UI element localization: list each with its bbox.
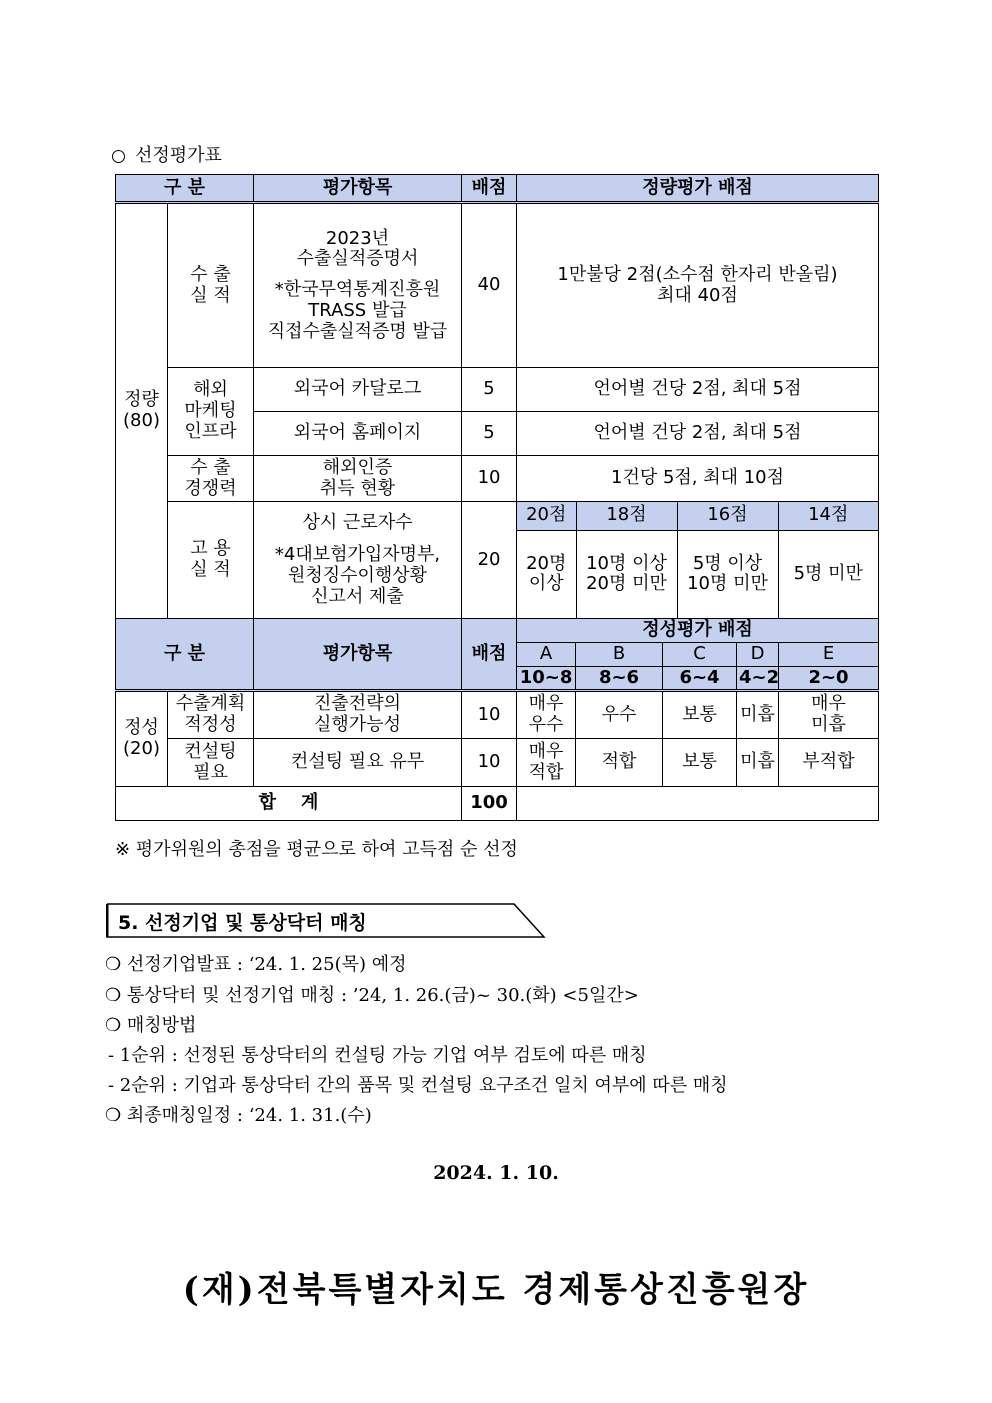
homepage-item: 외국어 홈페이지 xyxy=(254,412,462,456)
emp-range-1: 20명 이상 xyxy=(517,530,576,618)
emp-range-2: 10명 이상 20명 미만 xyxy=(576,530,677,618)
row-catalog xyxy=(116,368,879,412)
qual-header-gubun: 구 분 xyxy=(116,619,254,691)
line-final-schedule: ❍ 최종매칭일정 : ‘24. 1. 31.(수) xyxy=(105,1105,372,1126)
consulting-grade-e: 부적합 xyxy=(779,739,879,787)
total-empty xyxy=(517,787,879,821)
emp-point-14: 14점 xyxy=(778,502,878,530)
line-matching-method: ❍ 매칭방법 xyxy=(105,1015,197,1036)
qual-header-item: 평가항목 xyxy=(254,619,462,691)
grade-b-range: 8~6 xyxy=(576,667,663,691)
grade-d-range: 4~2 xyxy=(737,667,779,691)
export-plan-grade-a: 매우 우수 xyxy=(517,691,576,739)
grade-b: B xyxy=(576,643,663,667)
total-label: 합 계 xyxy=(116,787,462,821)
marketing-label: 해외 마케팅 인프라 xyxy=(168,368,254,456)
row-competitiveness xyxy=(116,456,879,502)
qual-label: 정성 (20) xyxy=(116,691,168,787)
emp-point-20: 20점 xyxy=(517,502,576,530)
grade-e: E xyxy=(779,643,879,667)
consulting-item: 컨설팅 필요 유무 xyxy=(254,739,462,787)
homepage-score: 5 xyxy=(462,412,517,456)
header-score: 배점 xyxy=(462,175,517,203)
homepage-rule: 언어별 건당 2점, 최대 5점 xyxy=(517,412,879,456)
export-plan-grade-e: 매우 미흡 xyxy=(779,691,879,739)
consulting-score: 10 xyxy=(462,739,517,787)
export-perf-label: 수 출 실 적 xyxy=(168,203,254,368)
row-total xyxy=(116,787,879,821)
emp-point-18: 18점 xyxy=(576,502,677,530)
selection-note: ※ 평가위원의 총점을 평균으로 하여 고득점 순 선정 xyxy=(115,839,518,860)
emp-point-16: 16점 xyxy=(677,502,778,530)
row-export-performance xyxy=(116,203,879,368)
employment-score: 20 xyxy=(462,502,517,619)
document-date: 2024. 1. 10. xyxy=(433,1162,559,1184)
export-plan-item: 진출전략의 실행가능성 xyxy=(254,691,462,739)
employment-grid xyxy=(517,502,878,618)
grade-a: A xyxy=(517,643,576,667)
header-quant-scoring: 정량평가 배점 xyxy=(517,175,879,203)
competitiveness-label: 수 출 경쟁력 xyxy=(168,456,254,502)
export-perf-item: 2023년 수출실적증명서 *한국무역통계진흥원 TRASS 발급 직접수출실적증명 발급 xyxy=(254,203,462,368)
row-consulting xyxy=(116,739,879,787)
issuer-signature: (재)전북특별자치도 경제통상진흥원장 xyxy=(182,1270,810,1310)
export-perf-rule: 1만불당 2점(소수점 한자리 반올림) 최대 40점 xyxy=(517,203,879,368)
grade-c-range: 6~4 xyxy=(663,667,737,691)
catalog-item: 외국어 카달로그 xyxy=(254,368,462,412)
qual-header-score: 배점 xyxy=(462,619,517,691)
consulting-grade-d: 미흡 xyxy=(737,739,779,787)
grade-e-range: 2~0 xyxy=(779,667,879,691)
export-plan-score: 10 xyxy=(462,691,517,739)
competitiveness-item: 해외인증 취득 현황 xyxy=(254,456,462,502)
consulting-grade-c: 보통 xyxy=(663,739,737,787)
evaluation-table xyxy=(115,174,879,821)
emp-range-4: 5명 미만 xyxy=(778,530,878,618)
qual-header-title: 정성평가 배점 xyxy=(517,619,879,643)
row-employment xyxy=(116,502,879,619)
export-plan-grade-c: 보통 xyxy=(663,691,737,739)
catalog-score: 5 xyxy=(462,368,517,412)
circle-bullet-icon xyxy=(112,150,125,163)
total-score: 100 xyxy=(462,787,517,821)
export-plan-grade-b: 우수 xyxy=(576,691,663,739)
consulting-label: 컨설팅 필요 xyxy=(168,739,254,787)
export-plan-label: 수출계획 적정성 xyxy=(168,691,254,739)
export-perf-score: 40 xyxy=(462,203,517,368)
quant-label: 정량 (80) xyxy=(116,203,168,619)
header-gubun: 구 분 xyxy=(116,175,254,203)
employment-item: 상시 근로자수 *4대보험가입자명부, 원청징수이행상황 신고서 제출 xyxy=(254,502,462,619)
quant-header-row xyxy=(116,175,879,203)
row-export-plan xyxy=(116,691,879,739)
section-5-title: 5. 선정기업 및 통상닥터 매칭 xyxy=(118,912,367,934)
line-matching-period: ❍ 통상닥터 및 선정기업 매칭 : ’24, 1. 26.(금)~ 30.(화) <5일간> xyxy=(105,985,639,1006)
employment-label: 고 용 실 적 xyxy=(168,502,254,619)
emp-range-3: 5명 이상 10명 미만 xyxy=(677,530,778,618)
consulting-grade-a: 매우 적합 xyxy=(517,739,576,787)
grade-d: D xyxy=(737,643,779,667)
line-announcement: ❍ 선정기업발표 : ‘24. 1. 25(목) 예정 xyxy=(105,954,407,975)
section-5-title-box xyxy=(106,903,544,937)
competitiveness-score: 10 xyxy=(462,456,517,502)
consulting-grade-b: 적합 xyxy=(576,739,663,787)
catalog-rule: 언어별 건당 2점, 최대 5점 xyxy=(517,368,879,412)
line-priority-1: - 1순위 : 선정된 통상닥터의 컨설팅 가능 기업 여부 검토에 따른 매칭 xyxy=(108,1045,647,1066)
employment-grid-cell xyxy=(517,502,879,619)
export-plan-grade-d: 미흡 xyxy=(737,691,779,739)
header-item: 평가항목 xyxy=(254,175,462,203)
section-heading: 선정평가표 xyxy=(112,141,222,167)
line-priority-2: - 2순위 : 기업과 통상닥터 간의 품목 및 컨설팅 요구조건 일치 여부에 따른 매칭 xyxy=(108,1075,728,1096)
qual-header-row-1 xyxy=(116,619,879,643)
grade-a-range: 10~8 xyxy=(517,667,576,691)
grade-c: C xyxy=(663,643,737,667)
competitiveness-rule: 1건당 5점, 최대 10점 xyxy=(517,456,879,502)
